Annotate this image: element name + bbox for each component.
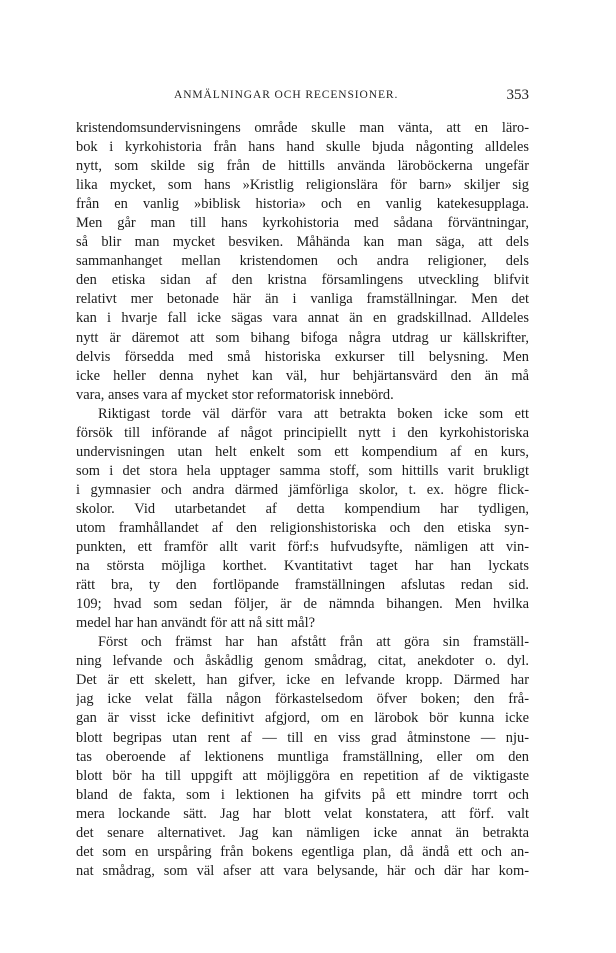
text-line: bok i kyrkohistoria från hans hand skulle bjuda någonting alldeles [76,139,529,156]
text-line: kristendomsundervisningens område skulle man vänta, att en läro- [76,120,529,136]
text-line: nytt är däremot att som bihang bifoga några utdrag ur källskrifter, [76,329,529,346]
text-line: kan i hvarje fall icke sägas vara annat än en gradskillnad. Alldeles [76,310,529,327]
text-line: blott bör ha till uppgift att möjliggöra en repetition af de viktigaste [76,767,529,784]
text-line: i gymnasier och andra därmed jämförliga skolor, t. ex. högre flick- [76,481,529,498]
text-line: sammanhanget mellan kristendomen och andra religioner, dels [76,253,529,270]
text-line: som i det stora hela upptager samma stoff, som hittills varit brukligt [76,462,529,479]
paragraph-2 [76,405,529,634]
running-title: ANMÄLNINGAR OCH RECENSIONER. [174,89,399,101]
text-line: Det är ett skelett, han gifver, icke en lefvande kropp. Därmed har [76,672,529,689]
text-line: skolor. Vid utarbetandet af detta kompendium har tydligen, [76,500,529,517]
text-line: jag icke velat fälla någon förkastelsedom öfver boken; den frå- [76,691,529,708]
body-text [76,119,529,881]
page-number: 353 [506,87,529,103]
text-line: punkten, ett framför allt varit förf:s hufvudsyfte, nämligen att vin- [76,539,529,556]
paragraph-3 [76,633,529,881]
text-line: blott begripas utan rent af — till en viss grad åtminstone — nju- [76,729,529,746]
text-line: ning lefvande och åskådlig genom smådrag, citat, anekdoter o. dyl. [76,653,529,670]
paragraph-1 [76,119,529,405]
text-line: Först och främst har han afstått från att göra sin framställ- [98,634,529,651]
text-line: försök till införande af något principiellt nytt i den kyrkohistoriska [76,424,529,441]
text-line: bland de fakta, som i lektionen ha gifvits på ett mindre torrt och [76,786,529,803]
text-line: det senare alternativet. Jag kan nämligen icke annat än betrakta [76,824,529,841]
text-line: den etiska sidan af den kristna församlingens utveckling blifvit [76,272,529,289]
text-line: mera lockande sätt. Jag har blott velat konstatera, att förf. valt [76,805,529,822]
text-line: så blir man mycket besviken. Måhända kan man säga, att dels [76,234,529,251]
text-line: gan är visst icke definitivt afgjord, om en lärobok bör kunna icke [76,710,529,727]
text-line: icke heller denna nyhet kan väl, hur behjärtansvärd den än må [76,367,529,384]
text-line: från en vanlig »biblisk historia» och en vanlig katekesupplaga. [76,196,529,213]
text-line: nat smådrag, som väl afser att vara belysande, här och där har kom- [76,862,529,879]
text-line: lika mycket, som hans »Kristlig religionslära för barn» skiljer sig [76,177,529,194]
text-line: rätt bra, ty den fortlöpande framställningen afslutas redan sid. [76,577,529,594]
text-line: Riktigast torde väl därför vara att betrakta boken icke som ett [98,405,529,422]
text-line: det som en urspåring från bokens egentliga plan, då ändå ett och an- [76,843,529,860]
text-line: Men går man till hans kyrkohistoria med sådana förväntningar, [76,215,529,232]
text-line: utom framhållandet af den religionshistoriska och den etiska syn- [76,519,529,536]
text-line: 109; hvad som sedan följer, är de nämnda bihangen. Men hvilka [76,596,529,613]
text-line: relativt mer betonade här än i vanliga framställningar. Men det [76,291,529,308]
text-line: undervisningen utan helt enkelt som ett kompendium af en kurs, [76,443,529,460]
text-line: nytt, som skilde sig från de hittills använda läroböckerna ungefär [76,158,529,175]
text-line: delvis försedda med små historiska exkurser till belysning. Men [76,348,529,365]
text-line: na största möjliga korthet. Kvantitativt taget har han lyckats [76,558,529,575]
text-line: medel har han användt för att nå sitt mål? [76,615,315,632]
running-head [76,87,529,107]
text-line: vara, anses vara af mycket stor reformatorisk innebörd. [76,386,394,403]
text-line: tas oberoende af lektionens muntliga framställning, eller om den [76,748,529,765]
